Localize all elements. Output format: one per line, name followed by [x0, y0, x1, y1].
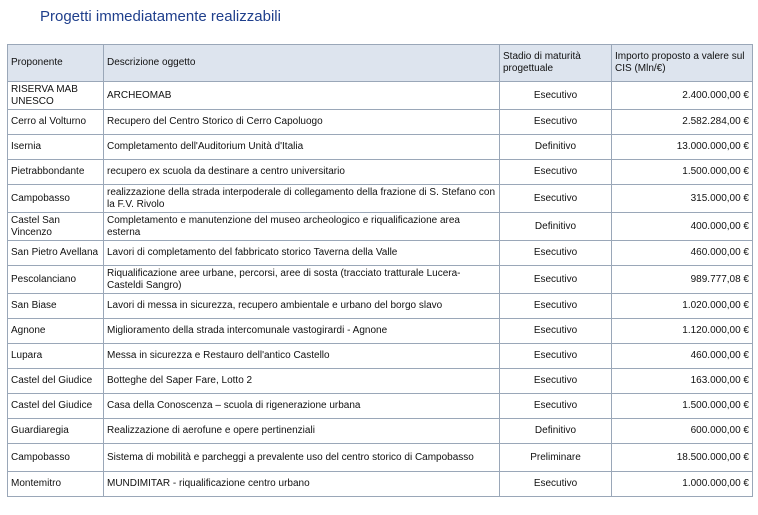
cell-importo: 1.000.000,00 €	[612, 472, 753, 497]
table-row	[8, 185, 753, 213]
cell-importo: 1.120.000,00 €	[612, 319, 753, 344]
cell-importo: 2.400.000,00 €	[612, 82, 753, 110]
cell-proponente: Lupara	[8, 344, 104, 369]
cell-proponente: Castel del Giudice	[8, 394, 104, 419]
column-header-descrizione: Descrizione oggetto	[104, 45, 500, 82]
cell-importo: 460.000,00 €	[612, 344, 753, 369]
table-row	[8, 266, 753, 294]
cell-descrizione: ARCHEOMAB	[104, 82, 500, 110]
cell-importo: 400.000,00 €	[612, 213, 753, 241]
cell-descrizione: Lavori di completamento del fabbricato storico Taverna della Valle	[104, 241, 500, 266]
table-row	[8, 160, 753, 185]
table-row	[8, 82, 753, 110]
cell-proponente: Cerro al Volturno	[8, 110, 104, 135]
cell-stadio: Preliminare	[500, 444, 612, 472]
cell-stadio: Esecutivo	[500, 160, 612, 185]
cell-descrizione: Completamento dell'Auditorium Unità d'Italia	[104, 135, 500, 160]
cell-stadio: Esecutivo	[500, 82, 612, 110]
table-row	[8, 135, 753, 160]
table-row	[8, 419, 753, 444]
cell-descrizione: realizzazione della strada interpoderale di collegamento della frazione di S. Stefano con la F.V. Rivolo	[104, 185, 500, 213]
table-row	[8, 213, 753, 241]
cell-stadio: Esecutivo	[500, 319, 612, 344]
cell-importo: 163.000,00 €	[612, 369, 753, 394]
cell-proponente: Castel San Vincenzo	[8, 213, 104, 241]
cell-importo: 460.000,00 €	[612, 241, 753, 266]
cell-importo: 989.777,08 €	[612, 266, 753, 294]
cell-descrizione: Completamento e manutenzione del museo archeologico e riqualificazione area esterna	[104, 213, 500, 241]
cell-stadio: Esecutivo	[500, 344, 612, 369]
cell-stadio: Esecutivo	[500, 185, 612, 213]
cell-proponente: Isernia	[8, 135, 104, 160]
table-row	[8, 444, 753, 472]
cell-proponente: Castel del Giudice	[8, 369, 104, 394]
cell-stadio: Esecutivo	[500, 241, 612, 266]
table-row	[8, 369, 753, 394]
cell-descrizione: Sistema di mobilità e parcheggi a prevalente uso del centro storico di Campobasso	[104, 444, 500, 472]
column-header-proponente: Proponente	[8, 45, 104, 82]
cell-descrizione: Miglioramento della strada intercomunale vastogirardi - Agnone	[104, 319, 500, 344]
table-row	[8, 344, 753, 369]
cell-stadio: Esecutivo	[500, 110, 612, 135]
table-row	[8, 319, 753, 344]
cell-importo: 2.582.284,00 €	[612, 110, 753, 135]
cell-proponente: Agnone	[8, 319, 104, 344]
cell-proponente: Guardiaregia	[8, 419, 104, 444]
cell-importo: 18.500.000,00 €	[612, 444, 753, 472]
cell-importo: 1.500.000,00 €	[612, 160, 753, 185]
cell-descrizione: Recupero del Centro Storico di Cerro Capoluogo	[104, 110, 500, 135]
cell-proponente: San Biase	[8, 294, 104, 319]
cell-descrizione: Messa in sicurezza e Restauro dell'antico Castello	[104, 344, 500, 369]
cell-stadio: Definitivo	[500, 213, 612, 241]
table-row	[8, 241, 753, 266]
cell-importo: 1.020.000,00 €	[612, 294, 753, 319]
cell-stadio: Esecutivo	[500, 369, 612, 394]
cell-descrizione: Riqualificazione aree urbane, percorsi, aree di sosta (tracciato tratturale Lucera-Casteldi Sangro)	[104, 266, 500, 294]
table-header-row	[8, 45, 753, 82]
cell-proponente: Campobasso	[8, 444, 104, 472]
cell-descrizione: Lavori di messa in sicurezza, recupero ambientale e urbano del borgo slavo	[104, 294, 500, 319]
cell-stadio: Definitivo	[500, 419, 612, 444]
cell-proponente: RISERVA MAB UNESCO	[8, 82, 104, 110]
cell-proponente: San Pietro Avellana	[8, 241, 104, 266]
cell-proponente: Pescolanciano	[8, 266, 104, 294]
projects-table	[7, 44, 753, 497]
table-row	[8, 110, 753, 135]
cell-importo: 1.500.000,00 €	[612, 394, 753, 419]
cell-stadio: Esecutivo	[500, 266, 612, 294]
cell-descrizione: Realizzazione di aerofune e opere pertinenziali	[104, 419, 500, 444]
column-header-stadio: Stadio di maturità progettuale	[500, 45, 612, 82]
cell-proponente: Campobasso	[8, 185, 104, 213]
cell-descrizione: MUNDIMITAR - riqualificazione centro urbano	[104, 472, 500, 497]
cell-descrizione: Casa della Conoscenza – scuola di rigenerazione urbana	[104, 394, 500, 419]
cell-stadio: Esecutivo	[500, 472, 612, 497]
cell-descrizione: recupero ex scuola da destinare a centro universitario	[104, 160, 500, 185]
cell-importo: 13.000.000,00 €	[612, 135, 753, 160]
column-header-importo: Importo proposto a valere sul CIS (Mln/€)	[612, 45, 753, 82]
table-row	[8, 394, 753, 419]
cell-proponente: Pietrabbondante	[8, 160, 104, 185]
cell-stadio: Esecutivo	[500, 294, 612, 319]
cell-stadio: Esecutivo	[500, 394, 612, 419]
cell-descrizione: Botteghe del Saper Fare, Lotto 2	[104, 369, 500, 394]
table-row	[8, 294, 753, 319]
page-title: Progetti immediatamente realizzabili	[40, 8, 281, 25]
cell-proponente: Montemitro	[8, 472, 104, 497]
table-row	[8, 472, 753, 497]
cell-importo: 600.000,00 €	[612, 419, 753, 444]
cell-importo: 315.000,00 €	[612, 185, 753, 213]
cell-stadio: Definitivo	[500, 135, 612, 160]
